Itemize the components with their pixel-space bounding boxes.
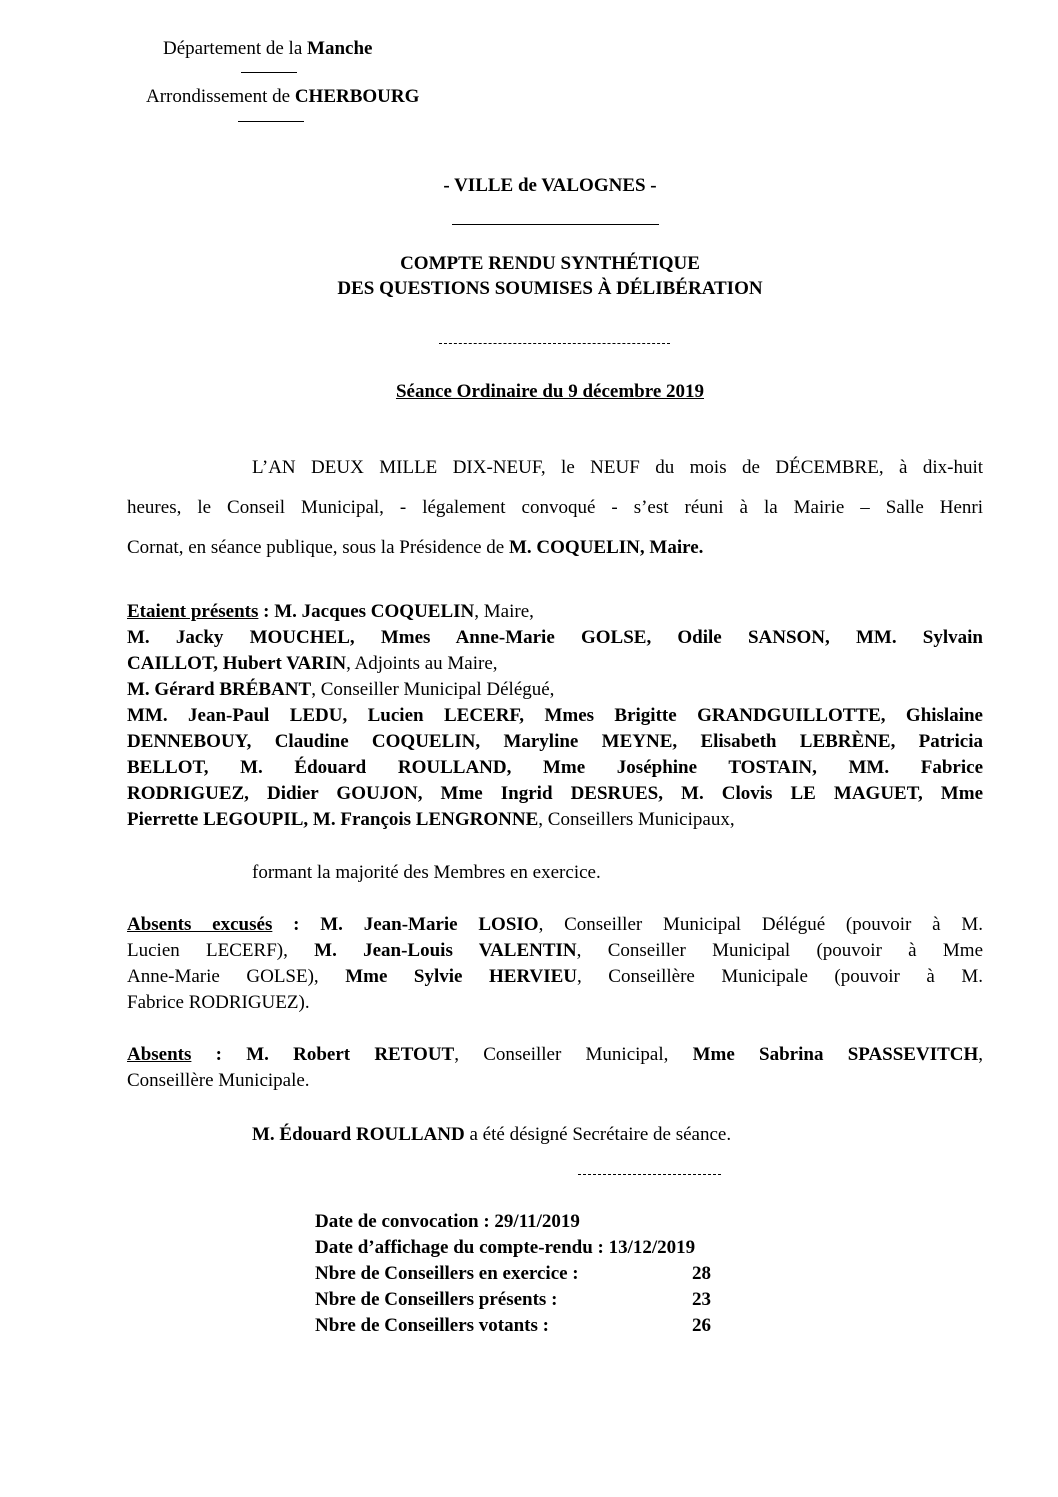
adjoints-line: CAILLOT, Hubert VARIN, Adjoints au Maire, <box>127 653 498 674</box>
header-divider <box>241 72 297 73</box>
presents-line: Etaient présents : M. Jacques COQUELIN, Maire, <box>127 601 534 622</box>
excuses-line: Anne-Marie GOLSE), Mme Sylvie HERVIEU, Conseillère Municipale (pouvoir à M. <box>127 966 983 987</box>
document-title-line-1: COMPTE RENDU SYNTHÉTIQUE <box>400 253 700 274</box>
conseillers-line: BELLOT, M. Édouard ROULLAND, Mme Joséphine TOSTAIN, MM. Fabrice <box>127 757 983 778</box>
intro-line-1: L’AN DEUX MILLE DIX-NEUF, le NEUF du mois de DÉCEMBRE, à dix-huit <box>252 457 983 478</box>
conseillers-line: MM. Jean-Paul LEDU, Lucien LECERF, Mmes Brigitte GRANDGUILLOTTE, Ghislaine <box>127 705 983 726</box>
arrondissement-heading: Arrondissement de CHERBOURG <box>146 86 420 107</box>
seance-date: Séance Ordinaire du 9 décembre 2019 <box>395 381 705 402</box>
adjoints-line: M. Jacky MOUCHEL, Mmes Anne-Marie GOLSE, Odile SANSON, MM. Sylvain <box>127 627 983 648</box>
title-divider <box>452 224 659 225</box>
conseillers-line: DENNEBOUY, Claudine COQUELIN, Maryline MEYNE, Elisabeth LEBRÈNE, Patricia <box>127 731 983 752</box>
departement-heading: Département de la Manche <box>163 38 373 59</box>
affichage-date: Date d’affichage du compte-rendu : 13/12/2019 <box>315 1237 696 1258</box>
excuses-section <box>127 912 983 1016</box>
header-divider <box>238 121 304 122</box>
dashed-divider <box>439 343 670 344</box>
stat-presents: Nbre de Conseillers présents : 23 <box>315 1289 711 1310</box>
dashed-divider <box>578 1174 721 1175</box>
absents-section <box>127 1042 983 1094</box>
intro-line-3: Cornat, en séance publique, sous la Présidence de M. COQUELIN, Maire. <box>127 537 704 558</box>
intro-line-2: heures, le Conseil Municipal, - légalement convoqué - s’est réuni à la Mairie – Salle Henri <box>127 497 983 518</box>
excuses-line: Absents excusés : M. Jean-Marie LOSIO, Conseiller Municipal Délégué (pouvoir à M. <box>127 914 984 935</box>
excuses-line: Lucien LECERF), M. Jean-Louis VALENTIN, Conseiller Municipal (pouvoir à Mme <box>127 940 984 961</box>
stats-block <box>315 1209 711 1339</box>
ville-title: - VILLE de VALOGNES - <box>443 175 657 196</box>
excuses-line: Fabrice RODRIGUEZ). <box>127 992 310 1013</box>
document-title-line-2: DES QUESTIONS SOUMISES À DÉLIBÉRATION <box>337 278 763 299</box>
delegue-line: M. Gérard BRÉBANT, Conseiller Municipal Délégué, <box>127 679 555 700</box>
conseillers-line: Pierrette LEGOUPIL, M. François LENGRONNE, Conseillers Municipaux, <box>127 809 735 830</box>
convocation-date: Date de convocation : 29/11/2019 <box>315 1211 580 1232</box>
stat-exercice: Nbre de Conseillers en exercice : 28 <box>315 1263 711 1284</box>
conseillers-line: RODRIGUEZ, Didier GOUJON, Mme Ingrid DESRUES, M. Clovis LE MAGUET, Mme <box>127 783 983 804</box>
absents-line: Absents : M. Robert RETOUT, Conseiller Municipal, Mme Sabrina SPASSEVITCH, <box>127 1044 984 1065</box>
presents-section <box>127 599 983 833</box>
absents-line: Conseillère Municipale. <box>127 1070 310 1091</box>
majorite-line: formant la majorité des Membres en exercice. <box>252 862 601 883</box>
stat-votants: Nbre de Conseillers votants : 26 <box>315 1315 711 1336</box>
secretaire-line: M. Édouard ROULLAND a été désigné Secrétaire de séance. <box>252 1124 732 1145</box>
